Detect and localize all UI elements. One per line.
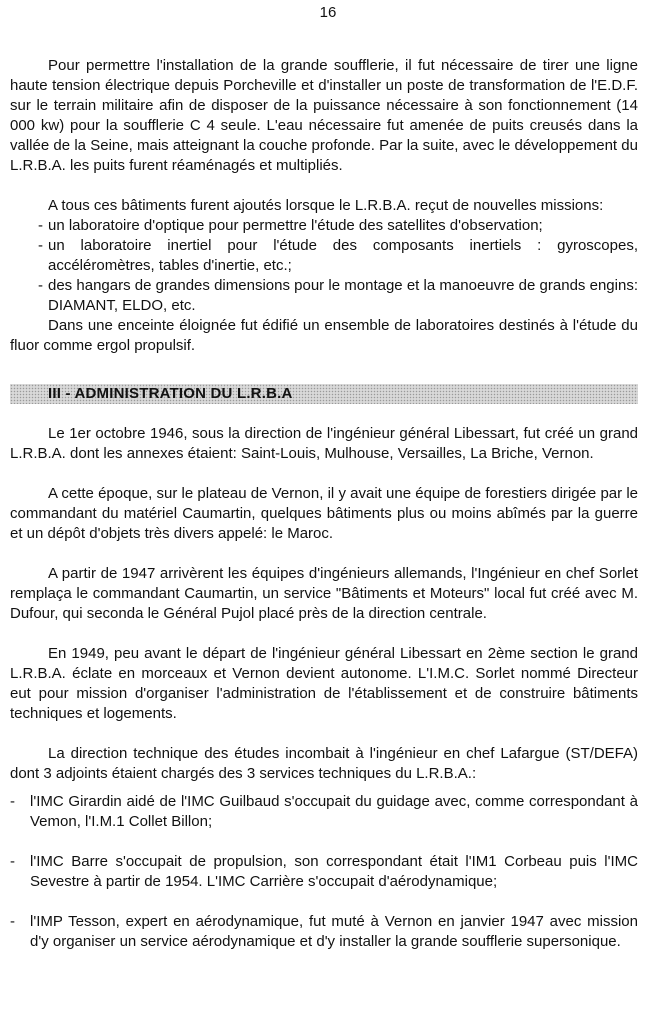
list-item: - des hangars de grandes dimensions pour le montage et la manoeuvre de grands engins: DIAMANT, ELDO, etc. xyxy=(38,277,638,314)
document-body xyxy=(10,56,638,972)
paragraph-direction-technique: La direction technique des études incombait à l'ingénieur en chef Lafargue (ST/DEFA) dont 3 adjoints étaient chargés des 3 services techniques du L.R.B.A.: xyxy=(10,745,638,782)
list-dash: - xyxy=(10,853,15,870)
list-item: - l'IMP Tesson, expert en aérodynamique, fut muté à Vernon en janvier 1947 avec mission d'y organiser un service aérodynamique et d'y installer la grande soufflerie supersonique. xyxy=(10,913,638,950)
paragraph-1947: A partir de 1947 arrivèrent les équipes d'ingénieurs allemands, l'Ingénieur en chef Sorlet remplaça le commandant Caumartin, un service "Bâtiments et Moteurs" local fut créé avec M. Dufour, qui seconda le Général Pujol placé près de la direction centrale. xyxy=(10,565,638,622)
list-item: - un laboratoire inertiel pour l'étude des composants inertiels : gyroscopes, accéléromètres, tables d'inertie, etc.; xyxy=(38,237,638,274)
missions-list xyxy=(10,216,638,316)
paragraph-plateau: A cette époque, sur le plateau de Vernon, il y avait une équipe de forestiers dirigée par le commandant du matériel Caumartin, quelques bâtiments plus ou moins abîmés par la guerre et un dépôt d'objets très divers appelé: le Maroc. xyxy=(10,485,638,542)
section-heading-bar xyxy=(10,384,638,404)
list-item: - un laboratoire d'optique pour permettre l'étude des satellites d'observation; xyxy=(38,217,543,234)
list-item: - l'IMC Girardin aidé de l'IMC Guilbaud s'occupait du guidage avec, comme correspondant à Vemon, l'I.M.1 Collet Billon; xyxy=(10,793,638,830)
paragraph-soufflerie: Pour permettre l'installation de la grande soufflerie, il fut nécessaire de tirer une ligne haute tension électrique depuis Porcheville et d'installer un poste de transformation de l'E.D.F. sur le terrain militaire afin de disposer de la puissance nécessaire à son fonctionnement (14 000 kw) pour la soufflerie C 4 seule. L'eau nécessaire fut amenée de puits creusés dans la vallée de la Seine, mais atteignant la couche profonde. Par la suite, avec le développement du L.R.B.A. les puits furent réaménagés et multipliés. xyxy=(10,57,638,174)
list-item: - l'IMC Barre s'occupait de propulsion, son correspondant était l'IM1 Corbeau puis l'IMC Sevestre à partir de 1954. L'IMC Carrière s'occupait d'aérodynamique; xyxy=(10,853,638,890)
list-dash: - xyxy=(38,237,43,254)
page-number: 16 xyxy=(319,4,337,21)
list-dash: - xyxy=(38,217,43,234)
paragraph-1949: En 1949, peu avant le départ de l'ingénieur général Libessart en 2ème section le grand L.R.B.A. éclate en morceaux et Vernon devient autonome. L'I.M.C. Sorlet nommé Directeur eut pour mission d'organiser l'administration de l'établissement et de construire bâtiments techniques et logements. xyxy=(10,645,638,722)
services-list xyxy=(10,792,638,952)
list-dash: - xyxy=(38,277,43,294)
list-dash: - xyxy=(10,913,15,930)
paragraph-1946: Le 1er octobre 1946, sous la direction de l'ingénieur général Libessart, fut créé un grand L.R.B.A. dont les annexes étaient: Saint-Louis, Mulhouse, Versailles, La Briche, Vernon. xyxy=(10,425,638,462)
paragraph-fluor: Dans une enceinte éloignée fut édifié un ensemble de laboratoires destinés à l'étude du fluor comme ergol propulsif. xyxy=(10,317,638,354)
paragraph-missions-intro: A tous ces bâtiments furent ajoutés lorsque le L.R.B.A. reçut de nouvelles missions: xyxy=(48,197,604,214)
list-dash: - xyxy=(10,793,15,810)
section-heading: III - ADMINISTRATION DU L.R.B.A xyxy=(48,385,293,402)
